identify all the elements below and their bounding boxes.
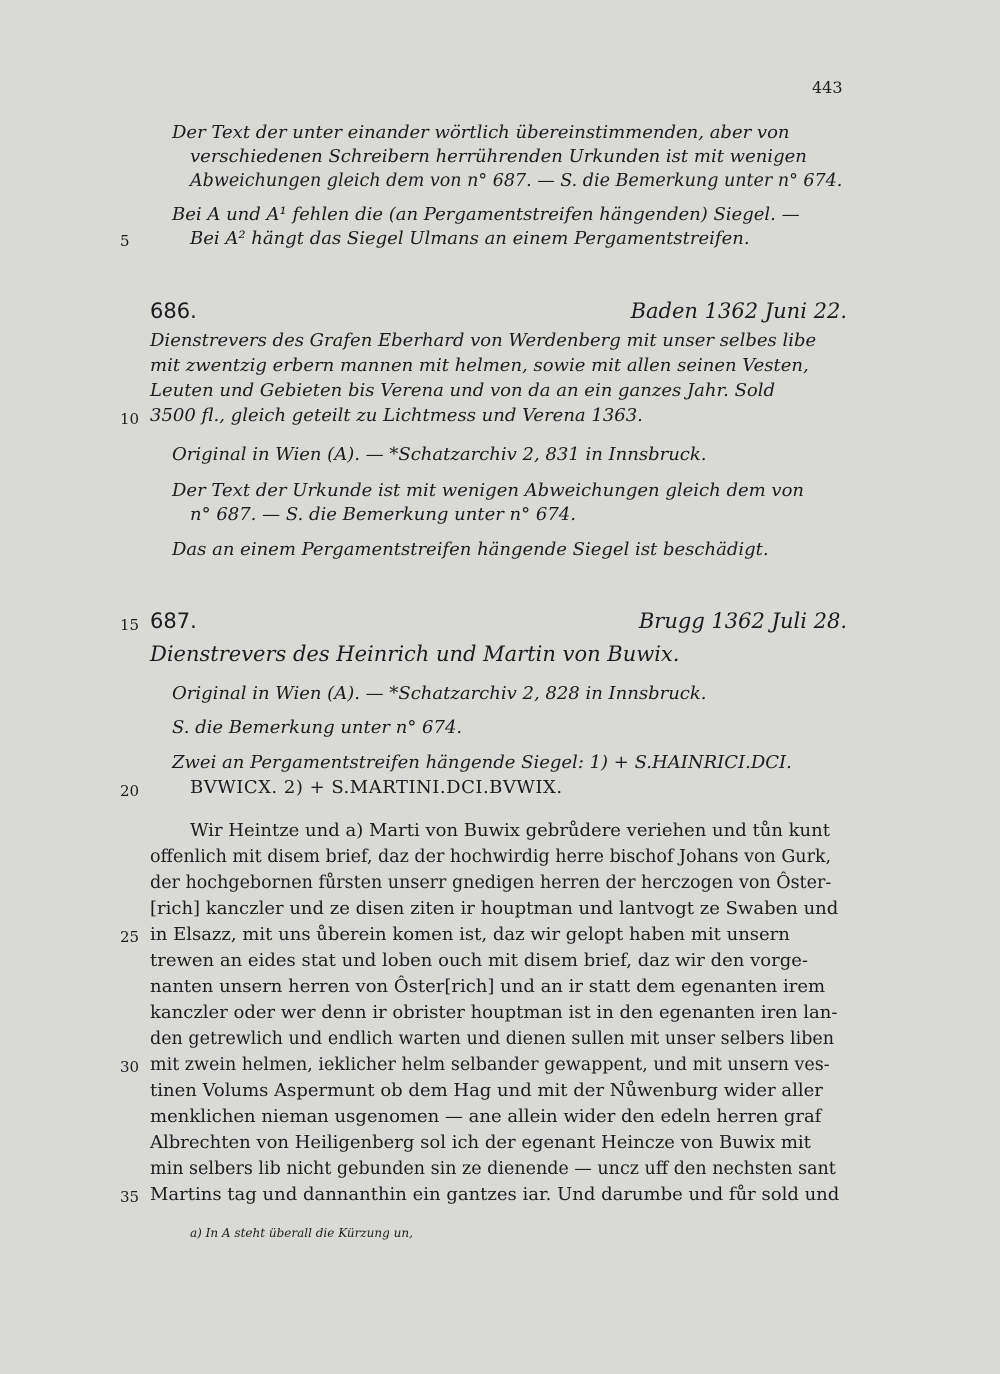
line-number-20: 20 (120, 782, 140, 800)
intro-line-3: Abweichungen gleich dem von n° 687. — S. die Bemerkung unter n° 674. (190, 171, 843, 191)
entry-687-source: Original in Wien (A). — *Schatzarchiv 2, 828 in Innsbruck. (172, 683, 707, 704)
entry-686-note-line-2: n° 687. — S. die Bemerkung unter n° 674. (190, 504, 576, 525)
charter-line-15: Martins tag und dannanthin ein gantzes iar. Und darumbe und fůr sold und (150, 1184, 840, 1205)
charter-line-2: offenlich mit disem brief, daz der hochwirdig herre bischof Johans von Gurk, (150, 847, 832, 867)
entry-686-summary-line-1: Dienstrevers des Grafen Eberhard von Werdenberg mit unser selbes libe (150, 330, 817, 351)
entry-687-number: 687. (150, 609, 197, 633)
intro-line-1: Der Text der unter einander wörtlich übereinstimmenden, aber von (172, 122, 790, 143)
entry-687-seals-line-2: BVWICX. 2) + S.MARTINI.DCI.BVWIX. (190, 777, 563, 798)
line-number-10: 10 (120, 410, 140, 428)
charter-line-4: [rich] kanczler und ze disen ziten ir houptman und lantvogt ze Swaben und (150, 898, 839, 919)
charter-line-14: min selbers lib nicht gebunden sin ze dienende — uncz uff den nechsten sant (150, 1159, 836, 1179)
charter-line-9: den getrewlich und endlich warten und dienen sullen mit unser selbers liben (150, 1029, 835, 1049)
footnote: a) In A steht überall die Kürzung un, (190, 1226, 413, 1240)
entry-687-place-date: Brugg 1362 Juli 28. (638, 609, 847, 633)
intro-line-2: verschiedenen Schreibern herrührenden Urkunden ist mit wenigen (190, 146, 807, 167)
entry-686-summary-line-2: mit zwentzig erbern mannen mit helmen, sowie mit allen seinen Vesten, (150, 355, 809, 376)
line-number-30: 30 (120, 1058, 140, 1076)
charter-line-12: menklichen nieman usgenomen — ane allein wider den edeln herren graf (150, 1106, 822, 1127)
entry-687-summary: Dienstrevers des Heinrich und Martin von Buwix. (150, 642, 680, 666)
page-number: 443 (812, 78, 843, 97)
entry-686-source: Original in Wien (A). — *Schatzarchiv 2, 831 in Innsbruck. (172, 444, 707, 465)
entry-686-place-date: Baden 1362 Juni 22. (630, 299, 847, 323)
line-number-35: 35 (120, 1188, 140, 1206)
entry-686-summary-line-4: 3500 fl., gleich geteilt zu Lichtmess und Verena 1363. (150, 405, 643, 426)
charter-line-10: mit zwein helmen, ieklicher helm selbander gewappent, und mit unsern ves- (150, 1055, 830, 1075)
entry-686-seal-note: Das an einem Pergamentstreifen hängende Siegel ist beschädigt. (172, 539, 769, 560)
entry-686-summary-line-3: Leuten und Gebieten bis Verena und von da an ein ganzes Jahr. Sold (150, 380, 776, 401)
charter-line-13: Albrechten von Heiligenberg sol ich der egenant Heincze von Buwix mit (150, 1132, 811, 1153)
charter-line-5: in Elsazz, mit uns ůberein komen ist, daz wir gelopt haben mit unsern (150, 924, 790, 945)
charter-line-8: kanczler oder wer denn ir obrister houptman ist in den egenanten iren lan- (150, 1002, 838, 1023)
charter-line-3: der hochgebornen fůrsten unserr gnedigen herren der herczogen von Ôster- (150, 873, 832, 893)
charter-line-11: tinen Volums Aspermunt ob dem Hag und mit der Nůwenburg wider aller (150, 1080, 823, 1101)
charter-line-1: Wir Heintze und a) Marti von Buwix gebrůdere veriehen und tůn kunt (190, 820, 830, 841)
entry-687-seals-line-1: Zwei an Pergamentstreifen hängende Siegel: 1) + S.HAINRICI.DCI. (172, 752, 792, 773)
entry-687-note: S. die Bemerkung unter n° 674. (172, 717, 463, 738)
charter-line-7: nanten unsern herren von Ôster[rich] und an ir statt dem egenanten irem (150, 976, 826, 997)
line-number-25: 25 (120, 928, 140, 946)
seal-note-line-1: Bei A und A¹ fehlen die (an Pergamentstreifen hängenden) Siegel. — (172, 204, 800, 225)
seal-note-line-2: Bei A² hängt das Siegel Ulmans an einem Pergamentstreifen. (190, 228, 750, 249)
entry-686-note-line-1: Der Text der Urkunde ist mit wenigen Abweichungen gleich dem von (172, 480, 805, 501)
charter-line-6: trewen an eides stat und loben ouch mit disem brief, daz wir den vorge- (150, 950, 808, 971)
entry-686-number: 686. (150, 299, 197, 323)
line-number-15: 15 (120, 616, 140, 634)
line-number-5: 5 (120, 232, 130, 250)
